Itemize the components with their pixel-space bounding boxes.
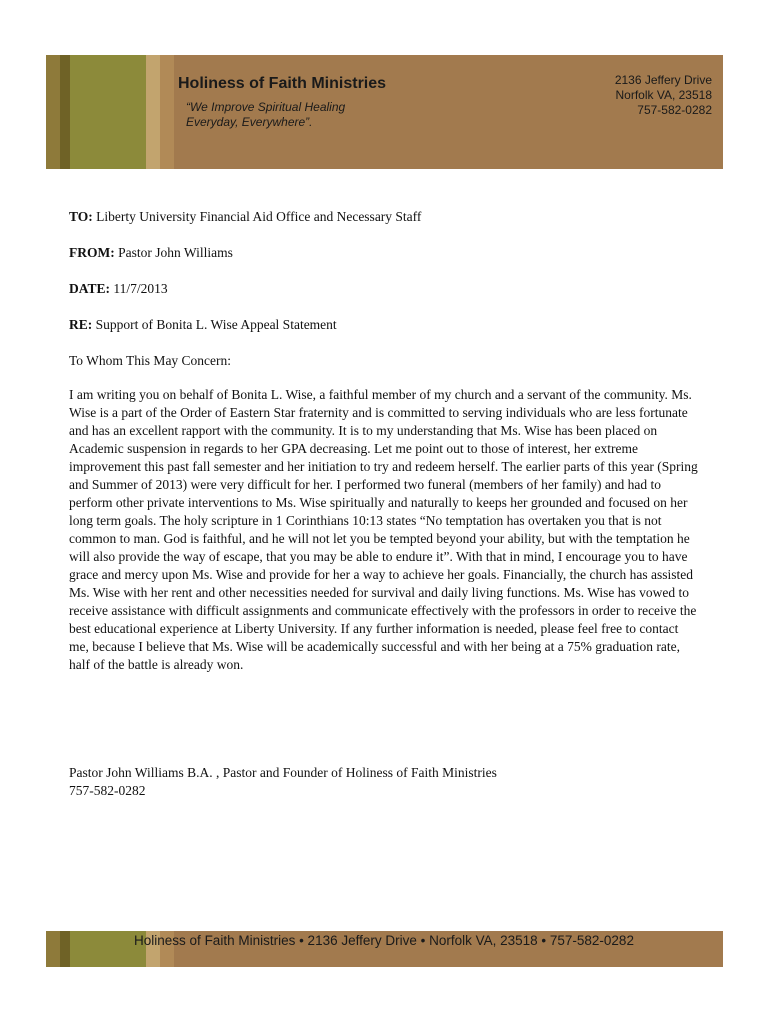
memo-date <box>69 280 699 298</box>
signature-name: Pastor John Williams B.A. , Pastor and Founder of Holiness of Faith Ministries <box>69 765 497 780</box>
memo-date-value: 11/7/2013 <box>113 281 168 296</box>
tagline-line: “We Improve Spiritual Healing <box>186 100 346 114</box>
address-street: 2136 Jeffery Drive <box>614 73 712 87</box>
decorative-stripe <box>160 55 174 169</box>
org-name: Holiness of Faith Ministries <box>178 75 387 92</box>
letterhead-address <box>615 73 712 118</box>
memo-date-label: DATE: <box>69 281 111 296</box>
tagline-line: Everyday, Everywhere”. <box>186 115 313 129</box>
decorative-stripe <box>60 55 70 169</box>
memo-from-label: FROM: <box>69 245 115 260</box>
decorative-stripe <box>70 55 146 169</box>
body-paragraph: I am writing you on behalf of Bonita L. Wise, a faithful member of my church and a servant of the community. Ms. Wise is a part of the Order of Eastern Star fraternity and is committed to serving individuals who are less fortunate and has an excellent rapport with the community. It is to my understanding that Ms. Wise has been placed on Academic suspension in regards to her GPA decreasing. Let me point out to those of interest, her extreme improvement this past fall semester and her initiation to try and redeem herself. The earlier parts of this year (Spring and Summer of 2013) were very difficult for her. I performed two funeral (members of her family) and had to perform other private interventions to Ms. Wise spiritually and naturally to keeps her grounded and focused on her long term goals. The holy scripture in 1 Corinthians 10:13 states “No temptation has overtaken you that is not common to man. God is faithful, and he will not let you be tempted beyond your ability, but with the temptation he will also provide the way of escape, that you may be able to endure it”. With that in mind, I encourage you to have grace and mercy upon Ms. Wise and provide for her a way to achieve her goals. Financially, the church has assisted Ms. Wise with her rent and other necessities needed for survival and daily living functions. Ms. Wise has vowed to receive assistance with difficult assignments and communicate effectively with the professors in order to receive the best educational experience at Liberty University. If any further information is needed, please feel free to contact me, because I believe that Ms. Wise will be academically successful and with her being at a 75% graduation rate, half of the battle is already won. <box>69 387 698 672</box>
memo-re <box>69 316 699 334</box>
tagline <box>186 100 386 130</box>
salutation: To Whom This May Concern: <box>69 353 232 368</box>
letter-content <box>69 208 699 674</box>
memo-from-value: Pastor John Williams <box>118 245 233 260</box>
memo-to-label: TO: <box>69 209 93 224</box>
memo-from <box>69 244 699 262</box>
signature-block <box>69 764 497 800</box>
address-city: Norfolk VA, 23518 <box>615 88 712 102</box>
address-phone: 757-582-0282 <box>637 103 712 117</box>
decorative-stripe <box>146 55 160 169</box>
memo-re-value: Support of Bonita L. Wise Appeal Statement <box>95 317 337 332</box>
footer-text: Holiness of Faith Ministries • 2136 Jeffery Drive • Norfolk VA, 23518 • 757-582-0282 <box>134 933 634 948</box>
decorative-stripe <box>46 55 60 169</box>
signature-phone: 757-582-0282 <box>69 783 146 798</box>
memo-to-value: Liberty University Financial Aid Office and Necessary Staff <box>96 209 422 224</box>
memo-re-label: RE: <box>69 317 93 332</box>
memo-to <box>69 208 699 226</box>
